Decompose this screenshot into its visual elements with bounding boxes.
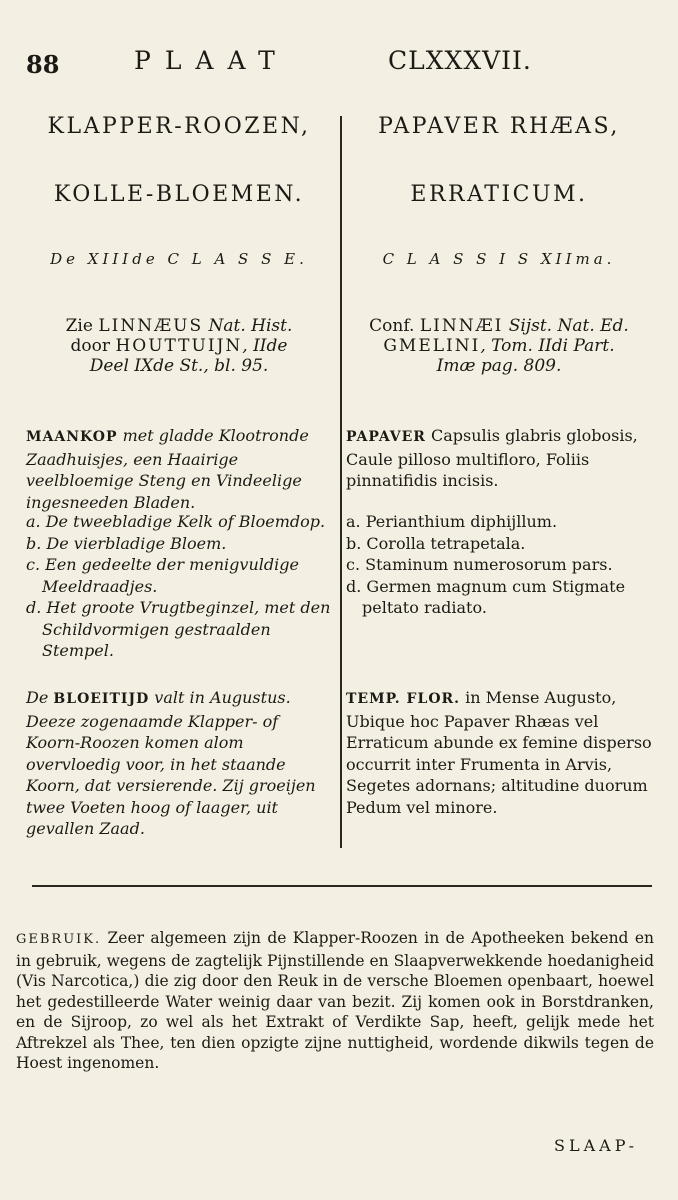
latin-figure-legend <box>346 511 652 619</box>
dutch-class-line: De XIIIde C L A S S E. <box>50 250 308 268</box>
latin-description <box>346 425 652 492</box>
legend-item-d: d. Het groote Vrugtbeginzel, met den Schildvormigen gestraalden Stempel. <box>26 598 331 660</box>
dutch-name-line1: KLAPPER-ROOZEN, <box>47 114 311 139</box>
ref-text: Conf. <box>369 316 420 336</box>
section-divider <box>32 885 652 887</box>
ref-part: , IIde <box>242 336 288 356</box>
dutch-figure-legend <box>26 511 332 662</box>
ref-page: Deel IXde St., bl. 95. <box>89 356 269 376</box>
genus-lead: PAPAVER <box>346 429 426 445</box>
ref-page: Imæ pag. 809. <box>436 356 562 376</box>
usage-lead: GEBRUIK. <box>16 932 102 947</box>
ref-author: LINNÆI <box>419 316 504 336</box>
ref-part: , Tom. IIdi Part. <box>480 336 615 356</box>
dutch-bloom-time <box>26 687 332 840</box>
description-text: met gladde Klootronde Zaadhuisjes, een Haairige veelbloemige Steng en Vindeelige ingesneeden Bladen. <box>26 426 309 512</box>
bloom-text: valt in Augustus. Deeze zogenaamde Klapper- of Koorn-Roozen komen alom overvloedig voor, in het staande Koorn, dat versierende. Zij groeijen twee Voeten hoog of laager, uit gevallen Zaad. <box>26 688 316 838</box>
legend-item-b: b. Corolla tetrapetala. <box>346 533 526 553</box>
legend-item-c: c. Staminum numerosorum pars. <box>346 555 613 574</box>
dutch-name-line2: KOLLE-BLOEMEN. <box>53 182 305 207</box>
ref-editor: GMELINI <box>383 336 481 356</box>
latin-flowering-time <box>346 687 652 818</box>
ref-text: door <box>70 336 116 356</box>
description-text: Capsulis glabris globosis, Caule pilloso multifloro, Foliis pinnatifidis incisis. <box>346 426 638 490</box>
usage-paragraph <box>16 928 654 1074</box>
latin-name-line1: PAPAVER RHÆAS, <box>378 114 620 139</box>
bloom-lead: De <box>26 688 54 707</box>
plate-label: PLAAT <box>134 46 289 75</box>
ref-title: Sijst. Nat. Ed. <box>503 316 629 336</box>
usage-text: Zeer algemeen zijn de Klapper-Roozen in de Apotheeken bekend en in gebruik, wegens de zagtelijk Pijnstillende en Slaapverwekkende hoedanigheid (Vis Narcotica,) die zig door den Reuk in de versche Bloemen openbaart, hoewel het gedestilleerde Water weinig daar van bezit. Zij komen ook in Borstdranken, en de Sijroop, zo wel als het Extrakt of Verdikte Sap, heeft, gelijk mede het Aftrekzel als Thee, ten dien opzigte zijne nuttigheid, wordende dikwils tegen de Hoest ingenomen. <box>16 929 654 1072</box>
dutch-reference <box>26 316 332 376</box>
temp-flor-lead: TEMP. FLOR. <box>346 691 461 707</box>
column-divider <box>340 116 342 848</box>
ref-author: HOUTTUIJN <box>115 336 243 356</box>
ref-title: Nat. Hist. <box>203 316 293 336</box>
dutch-description <box>26 425 332 513</box>
catchword: SLAAP- <box>554 1136 638 1155</box>
ref-author: LINNÆUS <box>98 316 204 336</box>
legend-item-a: a. De tweebladige Kelk of Bloemdop. <box>26 512 326 531</box>
legend-item-a: a. Perianthium diphijllum. <box>346 512 558 531</box>
latin-name-line2: ERRATICUM. <box>410 182 588 207</box>
legend-item-b: b. De vierbladige Bloem. <box>26 533 227 553</box>
legend-item-d: d. Germen magnum cum Stigmate peltato radiato. <box>346 576 626 617</box>
plate-number: CLXXXVII. <box>388 46 532 75</box>
bloom-lead-caps: BLOEITIJD <box>53 691 150 707</box>
latin-reference <box>346 316 652 376</box>
temp-flor-text: in Mense Augusto, Ubique hoc Papaver Rhæas vel Erraticum abunde ex femine disperso occurrit inter Frumenta in Arvis, Segetes adornans; altitudine duorum Pedum vel minore. <box>346 688 652 817</box>
latin-class-line: C L A S S I S XIIma. <box>382 250 616 268</box>
page-number: 88 <box>26 50 60 79</box>
genus-lead: MAANKOP <box>26 429 118 445</box>
legend-item-c: c. Een gedeelte der menigvuldige Meeldraadjes. <box>26 555 299 596</box>
ref-text: Zie <box>65 316 99 336</box>
